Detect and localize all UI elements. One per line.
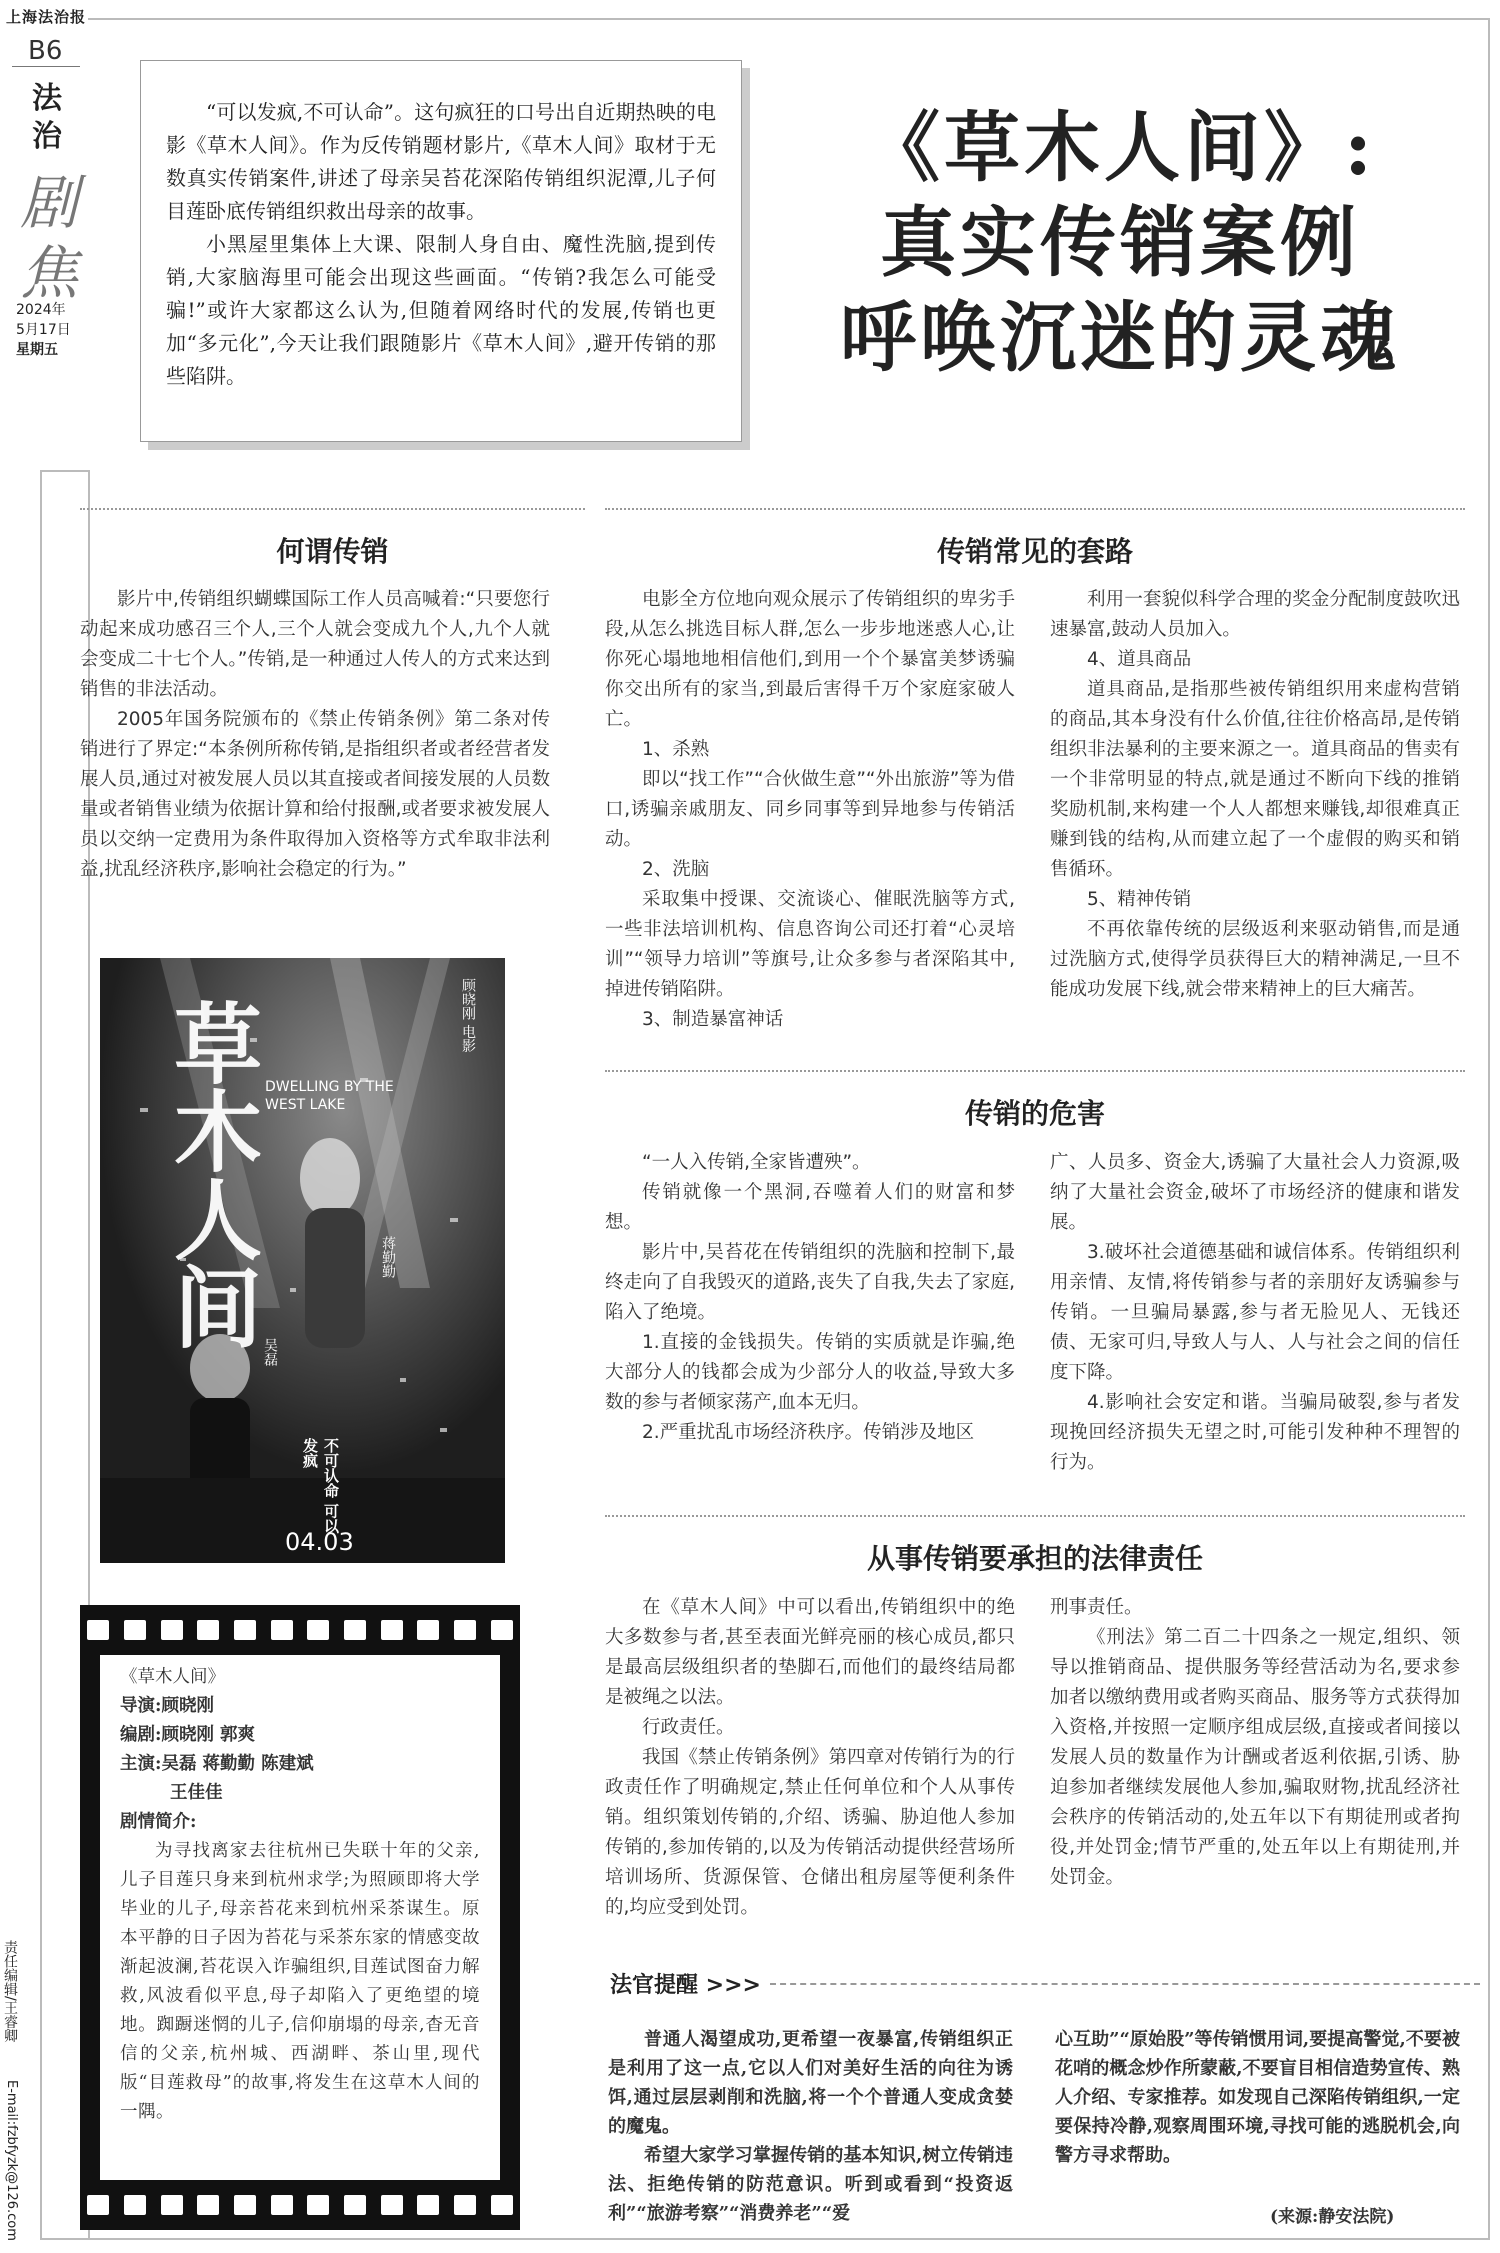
reminder-col2 (1055, 2025, 1460, 2170)
paragraph: 影片中,吴苔花在传销组织的洗脑和控制下,最终走向了自我毁灭的道路,丧失了自我,失去了家庭,陷入了绝境。 (605, 1242, 1015, 1323)
value: 顾晓刚 (161, 1696, 214, 1716)
editor-email: E-mail:fzbfyzk@126.com (4, 2080, 19, 2241)
section-title-harms: 传销的危害 (964, 1097, 1105, 1130)
section-name-top: 法治 (32, 81, 62, 154)
film-plot-label: 剧情简介: (120, 1812, 197, 1832)
poster-slogan: 不可认命 可以发疯 (301, 1438, 340, 1534)
film-writer (120, 1721, 480, 1750)
left-rail (0, 0, 88, 2253)
paragraph: 传销就像一个黑洞,吞噬着人们的财富和梦想。 (605, 1182, 1015, 1233)
paragraph: 5、精神传销 (1087, 889, 1192, 910)
issue-year: 2024年 (16, 302, 66, 318)
paragraph: 我国《禁止传销条例》第四章对传销行为的行政责任作了明确规定,禁止任何单位和个人从事传销。组织策划传销的,介绍、诱骗、胁迫他人参加传销的,参加传销的,以及为传销活动提供经营场所培训场所、货源保管、仓储出租房屋等便利条件的,均应受到处罚。 (605, 1747, 1015, 1918)
film-holes-top (80, 1612, 520, 1648)
issue-date (16, 300, 71, 360)
page-frame-top (88, 18, 1488, 20)
film-info-content (100, 1655, 500, 2180)
movie-poster (100, 958, 505, 1563)
section-name-bottom: 剧焦 (20, 169, 79, 307)
paragraph: 电影全方位地向观众展示了传销组织的卑劣手段,从怎么挑选目标人群,怎么一步步地迷惑人心,让你死心塌地地相信他们,到用一个个暴富美梦诱骗你交出所有的家当,到最后害得千万个家庭家破人亡。 (605, 589, 1015, 730)
section-body-harms-col1 (605, 1148, 1015, 1448)
film-title: 《草木人间》 (120, 1667, 225, 1687)
poster-release-date: 04.03 (285, 1528, 354, 1556)
paragraph: 1、杀熟 (642, 739, 710, 760)
paragraph: 行政责任。 (642, 1717, 735, 1738)
section-title-what-is-mlm: 何谓传销 (276, 535, 389, 568)
label: 主演: (120, 1754, 162, 1774)
page-frame-right (1488, 18, 1490, 2240)
paragraph: 3、制造暴富神话 (642, 1009, 784, 1030)
paragraph: 3.破坏社会道德基础和诚信体系。传销组织利用亲情、友情,将传销参与者的亲朋好友诱骗参与传销。一旦骗局暴露,参与者无脸见人、无钱还债、无家可归,导致人与人、人与社会之间的信任度下降。 (1050, 1242, 1460, 1383)
paragraph: 心互助”“原始股”等传销惯用词,要提高警觉,不要被花哨的概念炒作所蒙蔽,不要盲目相信造势宣传、熟人介绍、专家推荐。如发现自己深陷传销组织,一定要保持冷静,观察周围环境,寻找可能的逃脱机会,向警方寻求帮助。 (1055, 2029, 1460, 2166)
page-number: B6 (28, 36, 63, 66)
value: 吴磊 蒋勤勤 陈建斌 (161, 1754, 314, 1774)
paragraph: 采取集中授课、交流谈心、催眠洗脑等方式,一些非法培训机构、信息咨询公司还打着“心灵培训”“领导力培训”等旗号,让众多参与者深陷其中,掉进传销陷阱。 (605, 889, 1015, 1000)
reminder-source: (来源:静安法院) (1270, 2207, 1395, 2227)
paragraph: 影片中,传销组织蝴蝶国际工作人员高喊着:“只要您行动起来成功感召三个人,三个人就会变成九个人,九个人就会变成二十七个人。”传销,是一种通过人传人的方式来达到销售的非法活动。 (80, 589, 550, 700)
value: 顾晓刚 郭爽 (161, 1725, 256, 1745)
paragraph: 不再依靠传统的层级返利来驱动销售,而是通过洗脑方式,使得学员获得巨大的精神满足,一旦不能成功发展下线,就会带来精神上的巨大痛苦。 (1050, 919, 1460, 1000)
section-divider (605, 508, 1465, 510)
section-title-common-tricks: 传销常见的套路 (936, 535, 1133, 568)
section-body-legal-col1 (605, 1593, 1015, 1923)
film-info-box (80, 1605, 520, 2230)
paragraph: 希望大家学习掌握传销的基本知识,树立传销违法、拒绝传销的防范意识。听到或看到“投资返利”“旅游考察”“消费养老”“爱 (608, 2145, 1013, 2224)
section-divider (80, 508, 585, 510)
film-holes-bottom (80, 2187, 520, 2223)
section-body-common-tricks-col2 (1050, 585, 1460, 1005)
section-body-harms-col2 (1050, 1148, 1460, 1478)
section-body-what-is-mlm (80, 585, 550, 885)
rail-border-diagonal (40, 470, 88, 472)
paragraph: 4、道具商品 (1087, 649, 1192, 670)
headline-line-2: 真实传销案例 (880, 198, 1360, 287)
rail-border-lower (40, 470, 42, 2238)
paragraph: 2005年国务院颁布的《禁止传销条例》第二条对传销进行了界定:“本条例所称传销,是指组织者或者经营者发展人员,通过对被发展人员以其直接或者间接发展的人员数量或者销售业绩为依据计算和给付报酬,或者要求被发展人员以交纳一定费用为条件取得加入资格等方式牟取非法利益,扰乱经济秩序,影响社会稳定的行为。” (80, 709, 550, 880)
paragraph: “一人入传销,全家皆遭殃”。 (642, 1152, 871, 1173)
issue-weekday: 星期五 (16, 342, 58, 358)
paragraph: 广、人员多、资金大,诱骗了大量社会人力资源,吸纳了大量社会资金,破坏了市场经济的健康和谐发展。 (1050, 1152, 1460, 1233)
editor-credit: 责任编辑/王睿卿 (2, 1940, 18, 2043)
label: 导演: (120, 1696, 162, 1716)
film-plot: 为寻找离家去往杭州已失联十年的父亲,儿子目莲只身来到杭州求学;为照顾即将大学毕业的儿子,母亲苔花来到杭州采茶谋生。原本平静的日子因为苔花与采茶东家的情感变故渐起波澜,苔花误入诈骗组织,目莲试图奋力解救,风波看似平息,母子却陷入了更绝望的境地。踟蹰迷惘的儿子,信仰崩塌的母亲,杳无音信的父亲,杭州城、西湖畔、茶山里,现代版“目莲救母”的故事,将发生在这草木人间的一隅。 (120, 1841, 480, 2122)
paragraph: 《刑法》第二百二十四条之一规定,组织、领导以推销商品、提供服务等经营活动为名,要求参加者以缴纳费用或者购买商品、服务等方式获得加入资格,并按照一定顺序组成层级,直接或者间接以发展人员的数量作为计酬或者返利依据,引诱、胁迫参加者继续发展他人参加,骗取财物,扰乱经济社会秩序的传销活动的,处五年以下有期徒刑或者拘役,并处罚金;情节严重的,处五年以上有期徒刑,并处罚金。 (1050, 1627, 1460, 1888)
poster-director: 顾晓刚 电影 (460, 978, 476, 1053)
paragraph: 2.严重扰乱市场经济秩序。传销涉及地区 (642, 1422, 975, 1443)
film-cast-cont: 王佳佳 (170, 1783, 223, 1803)
poster-actor-2: 吴磊 (262, 1338, 278, 1366)
label: 编剧: (120, 1725, 162, 1745)
paragraph: 在《草木人间》中可以看出,传销组织中的绝大多数参与者,甚至表面光鲜亮丽的核心成员,都只是最高层级组织者的垫脚石,而他们的最终结局都是被绳之以法。 (605, 1597, 1015, 1708)
section-title-legal-liability: 从事传销要承担的法律责任 (866, 1542, 1203, 1575)
issue-day: 5月17日 (16, 322, 71, 338)
reminder-title: 法官提醒 >>> (610, 1973, 761, 1998)
intro-box (140, 60, 742, 442)
rail-divider (12, 66, 80, 67)
paragraph: 4.影响社会安定和谐。当骗局破裂,参与者发现挽回经济损失无望之时,可能引发种种不理智的行为。 (1050, 1392, 1460, 1473)
paragraph: 刑事责任。 (1050, 1597, 1143, 1618)
poster-title: 草木人间 (160, 998, 264, 1350)
reminder-col1 (608, 2025, 1013, 2228)
headline-line-1: 《草木人间》: (863, 103, 1377, 192)
poster-english-title: DWELLING BY THE WEST LAKE (265, 1079, 394, 1113)
intro-paragraph-1: “可以发疯,不可认命”。这句疯狂的口号出自近期热映的电影《草木人间》。作为反传销题材影片,《草木人间》取材于无数真实传销案件,讲述了母亲吴苔花深陷传销组织泥潭,儿子何目莲卧底传销组织救出母亲的故事。 (166, 100, 716, 223)
headline (760, 100, 1480, 385)
paragraph: 1.直接的金钱损失。传销的实质就是诈骗,绝大部分人的钱都会成为少部分人的收益,导致大多数的参与者倾家荡产,血本无归。 (605, 1332, 1015, 1413)
paragraph: 道具商品,是指那些被传销组织用来虚构营销的商品,其本身没有什么价值,往往价格高昂,是传销组织非法暴利的主要来源之一。道具商品的售卖有一个非常明显的特点,就是通过不断向下线的推销奖励机制,来构建一个人人都想来赚钱,却很难真正赚到钱的结构,从而建立起了一个虚假的购买和销售循环。 (1050, 679, 1460, 880)
section-body-common-tricks-col1 (605, 585, 1015, 1035)
section-divider (605, 1070, 1465, 1072)
film-director (120, 1692, 480, 1721)
reminder-divider (770, 1983, 1480, 1985)
paragraph: 2、洗脑 (642, 859, 710, 880)
intro-paragraph-2: 小黑屋里集体上大课、限制人身自由、魔性洗脑,提到传销,大家脑海里可能会出现这些画面。“传销?我怎么可能受骗!”或许大家都这么认为,但随着网络时代的发展,传销也更加“多元化”,今天让我们跟随影片《草木人间》,避开传销的那些陷阱。 (166, 232, 716, 388)
headline-line-3: 呼唤沉迷的灵魂 (840, 293, 1400, 382)
paragraph: 即以“找工作”“合伙做生意”“外出旅游”等为借口,诱骗亲戚朋友、同乡同事等到异地参与传销活动。 (605, 769, 1015, 850)
paragraph: 利用一套貌似科学合理的奖金分配制度鼓吹迅速暴富,鼓动人员加入。 (1050, 589, 1460, 640)
paragraph: 普通人渴望成功,更希望一夜暴富,传销组织正是利用了这一点,它以人们对美好生活的向往为诱饵,通过层层剥削和洗脑,将一个个普通人变成贪婪的魔鬼。 (608, 2029, 1013, 2137)
section-divider (605, 1515, 1465, 1517)
section-body-legal-col2 (1050, 1593, 1460, 1893)
page-frame-bottom (40, 2238, 1490, 2240)
film-cast (120, 1750, 480, 1779)
poster-actor-1: 蒋勤勤 (380, 1236, 396, 1278)
masthead: 上海法治报 (6, 8, 87, 26)
